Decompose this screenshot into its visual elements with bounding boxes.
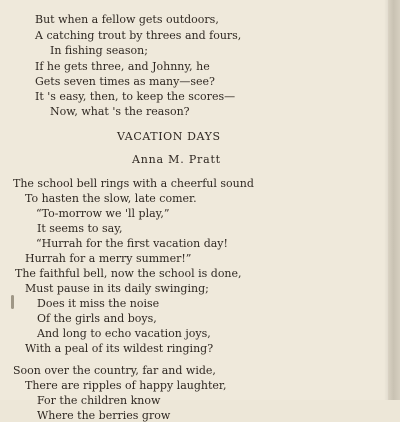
poem-line: Gets seven times as many—see?: [35, 75, 215, 88]
poem-line: If he gets three, and Johnny, he: [35, 60, 210, 73]
poem-line: Soon over the country, far and wide,: [13, 364, 216, 377]
poem-line: The faithful bell, now the school is done,: [15, 267, 242, 280]
poem-author: Anna M. Pratt: [132, 153, 221, 166]
poem-line: It seems to say,: [37, 222, 123, 235]
poem-line: Now, what 's the reason?: [50, 105, 190, 118]
poem-line: “To-morrow we 'll play,”: [36, 207, 170, 220]
poem-line: Where the berries grow: [37, 409, 171, 422]
poem-line: There are ripples of happy laughter,: [25, 379, 227, 392]
poem-line: It 's easy, then, to keep the scores—: [35, 90, 236, 103]
poem-line: With a peal of its wildest ringing?: [25, 342, 214, 355]
page-blemish: [11, 295, 14, 309]
poem-line: A catching trout by threes and fours,: [35, 29, 242, 42]
poem-line: In fishing season;: [50, 44, 148, 57]
poem-line: To hasten the slow, late comer.: [25, 192, 197, 205]
poem-line: Does it miss the noise: [37, 297, 160, 310]
poem-line: And long to echo vacation joys,: [37, 327, 211, 340]
poem-line: For the children know: [37, 394, 161, 407]
poem-line: Of the girls and boys,: [37, 312, 157, 325]
page-edge: [388, 0, 400, 400]
poem-line: “Hurrah for the first vacation day!: [36, 237, 228, 250]
poem-title: VACATION DAYS: [117, 130, 221, 143]
poem-line: The school bell rings with a cheerful sound: [13, 177, 254, 190]
poem-line: But when a fellow gets outdoors,: [35, 13, 219, 26]
poem-line: Hurrah for a merry summer!”: [25, 252, 192, 265]
poem-line: Must pause in its daily swinging;: [25, 282, 209, 295]
